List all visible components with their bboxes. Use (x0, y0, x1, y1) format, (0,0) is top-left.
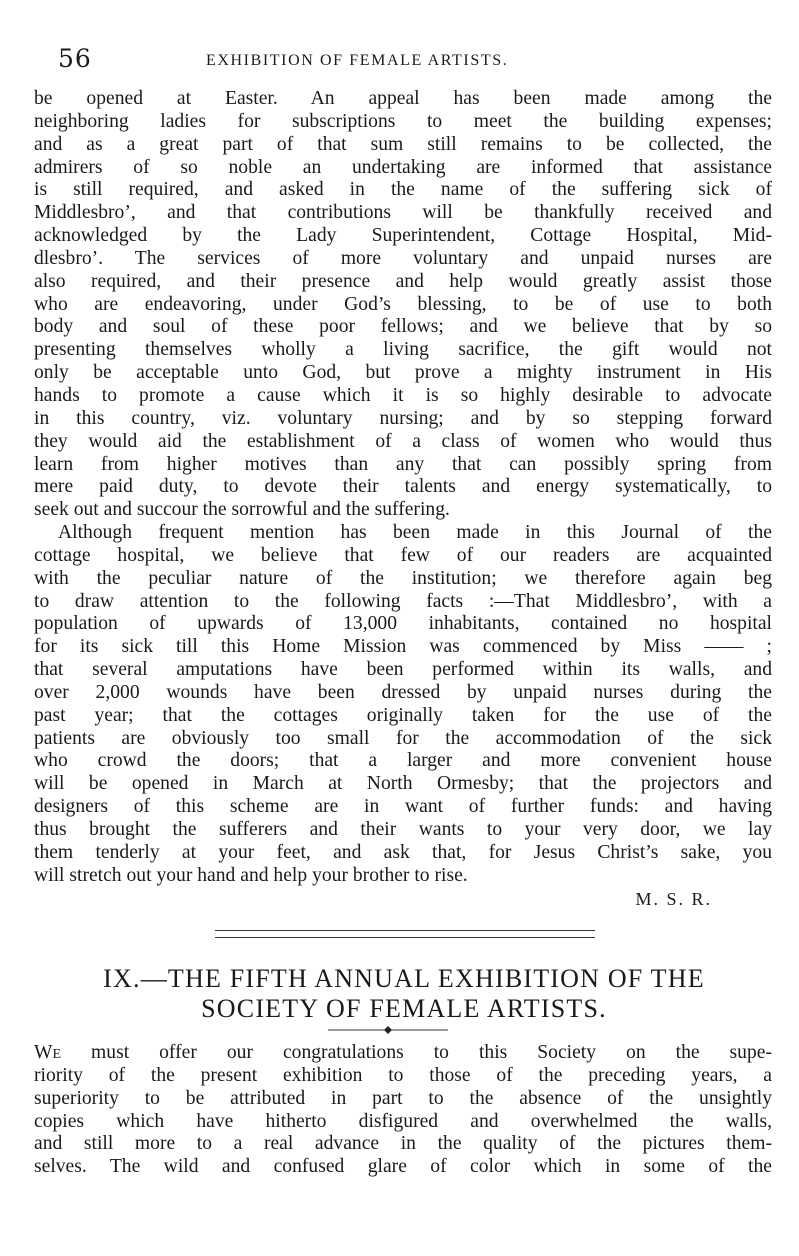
text-line: them tenderly at your feet, and ask that, for Jesus Christ’s sake, you (34, 841, 772, 863)
text-line: learn from higher motives than any that can possibly spring from (34, 453, 772, 475)
text-line: and still more to a real advance in the quality of the pictures them- (34, 1133, 772, 1155)
section-body (34, 1042, 772, 1179)
text-line: past year; that the cottages originally taken for the use of the (34, 704, 772, 726)
text-line (34, 1042, 772, 1065)
text-line: seek out and succour the sorrowful and the suffering. (34, 499, 450, 521)
text-line: and as a great part of that sum still remains to be collected, the (34, 133, 772, 155)
text-line: in this country, viz. voluntary nursing; and by so stepping forward (34, 407, 772, 429)
text-line: who are endeavoring, under God’s blessing, to be of use to both (34, 293, 772, 315)
drop-word: We (34, 1042, 62, 1063)
text-line: be opened at Easter. An appeal has been made among the (34, 88, 772, 109)
text-line: Although frequent mention has been made in this Journal of the (58, 522, 772, 544)
text-line: will stretch out your hand and help your brother to rise. (34, 864, 468, 886)
text-line: designers of this scheme are in want of further funds: and having (34, 796, 772, 818)
ornament-rule-icon (328, 1025, 448, 1035)
text-line: also required, and their presence and help would greatly assist those (34, 270, 772, 292)
author-signature: M. S. R. (635, 888, 712, 909)
text-line: over 2,000 wounds have been dressed by unpaid nurses during the (34, 681, 772, 703)
text-line: they would aid the establishment of a class of women who would thus (34, 430, 772, 452)
text-line: riority of the present exhibition to those of the preceding years, a (34, 1064, 772, 1086)
text-line: superiority to be attributed in part to the absence of the unsightly (34, 1087, 772, 1109)
text-line: Middlesbro’, and that contributions will be thankfully received and (34, 202, 772, 224)
text-line: to draw attention to the following facts :—That Middlesbro’, with a (34, 590, 772, 612)
text-line: patients are obviously too small for the accommodation of the sick (34, 727, 772, 749)
text-line: is still required, and asked in the name of the suffering sick of (34, 179, 772, 201)
running-head: EXHIBITION OF FEMALE ARTISTS. (206, 52, 509, 69)
text-line: copies which have hitherto disfigured and overwhelmed the walls, (34, 1110, 772, 1132)
text-line: dlesbro’. The services of more voluntary and unpaid nurses are (34, 247, 772, 269)
text-line: for its sick till this Home Mission was commenced by Miss —— ; (34, 636, 772, 658)
text-line: will be opened in March at North Ormesby; that the projectors and (34, 773, 772, 795)
text-line: admirers of so noble an undertaking are informed that assistance (34, 156, 772, 178)
text-line: acknowledged by the Lady Superintendent, Cottage Hospital, Mid- (34, 225, 772, 247)
section-heading (34, 964, 774, 1024)
text-line: hands to promote a cause which it is so highly desirable to advocate (34, 384, 772, 406)
text-line: only be acceptable unto God, but prove a mighty instrument in His (34, 362, 772, 384)
section-heading-line-2: SOCIETY OF FEMALE ARTISTS. (201, 994, 607, 1023)
text-line: selves. The wild and confused glare of color which in some of the (34, 1156, 772, 1178)
text-line: mere paid duty, to devote their talents and energy systematically, to (34, 476, 772, 498)
article-body (34, 88, 772, 910)
text-line: presenting themselves wholly a living sacrifice, the gift would not (34, 339, 772, 361)
page-header (58, 44, 768, 84)
text-line: that several amputations have been performed within its walls, and (34, 659, 772, 681)
text-line: with the peculiar nature of the institution; we therefore again beg (34, 567, 772, 589)
text-line: body and soul of these poor fellows; and we believe that by so (34, 316, 772, 338)
page-number: 56 (58, 44, 92, 73)
section-divider (215, 930, 595, 938)
text-line: population of upwards of 13,000 inhabitants, contained no hospital (34, 613, 772, 635)
section-heading-line-1: IX.—THE FIFTH ANNUAL EXHIBITION OF THE (103, 964, 705, 993)
text-line: thus brought the sufferers and their wants to your very door, we lay (34, 819, 772, 840)
text-line: cottage hospital, we believe that few of our readers are acquainted (34, 544, 772, 566)
text-line: who crowd the doors; that a larger and more convenient house (34, 750, 772, 772)
text-line-rest: must offer our congratulations to this Society on the supe- (61, 1042, 772, 1063)
text-line: neighboring ladies for subscriptions to meet the building expenses; (34, 110, 772, 132)
